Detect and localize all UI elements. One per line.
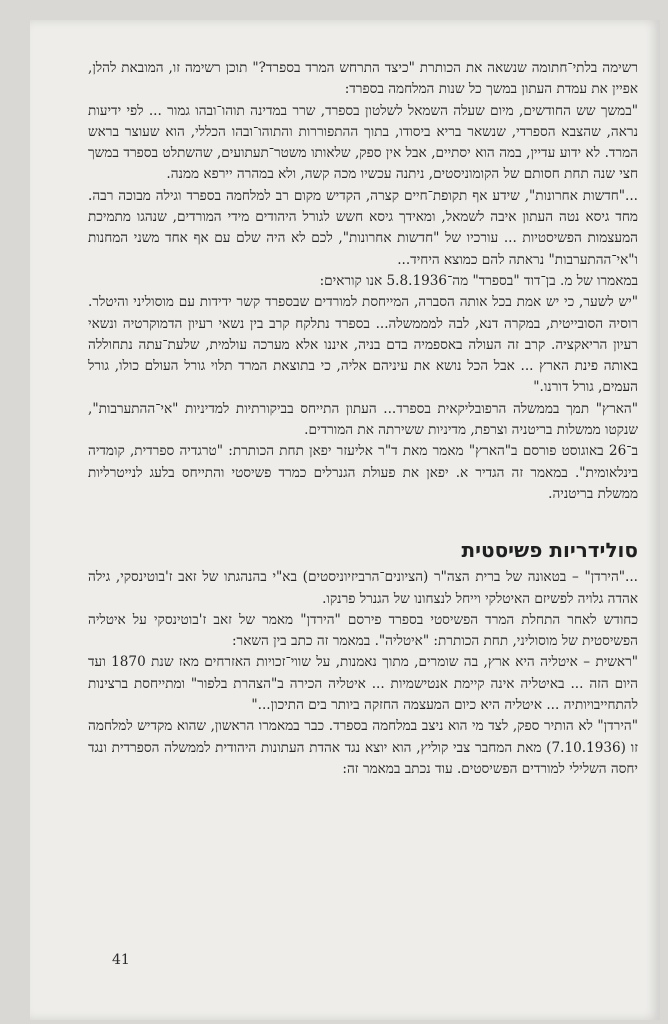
paragraph: ..."חדשות אחרונות", שידע אף תקופת־חיים קצרה, הקדיש מקום רב למלחמה בספרד וגילה מבוכה רבה. מחד גיסא נטה העתון איבה לשמאל, ומאידך גיסא חשש לגורל היהודים מידי המורדים, שנהגו מתמיכת המעצמות הפשיסטיות ... עורכיו של "חדשות אחרונות", לכם לא היה שלם עם אף אחד משני המחנות ו"אי־ההתערבות" נראתה להם כמוצא היחיד... xyxy=(88,187,638,268)
paragraph: רשימה בלתי־חתומה שנשאה את הכותרת "כיצד התרחש המרד בספרד?" תוכן רשימה זו, המובאת להלן, אפיין את עמדת העתון במשך כל שנות המלחמה בספרד: xyxy=(88,60,638,98)
quote-paragraph: "במשך שש החודשים, מיום שעלה השמאל לשלטון בספרד, שרר במדינה תוהו־ובהו גמור ... לפי ידיעות נראה, שהצבא הספרדי, שנשאר בריא ביסודו, בתוך ההתפוררות והתוהו־ובהו הכללי, הוא שעוצר בראש המרד. לא ידוע עדיין, במה הוא יסתיים, אבל אין ספק, שלאותו משטר־תעתועים, שהשתלט בספרד במשך חצי שנה תחת חסותם של הקומוניסטים, ניתנה עכשיו מכה קשה, ולא במהרה יירפא ממנה. xyxy=(88,102,638,183)
book-page xyxy=(30,20,660,1020)
paragraph: ב־26 באוגוסט פורסם ב"הארץ" מאמר מאת ד"ר אליעזר יפאן תחת הכותרת: "טרגדיה ספרדית, קומדיה בינלאומית". במאמר זה הגדיר א. יפאן את פעולת הגנרלים כמרד פשיסטי והתייחס בלעג לנייטרליות ממשלת בריטניה. xyxy=(88,443,638,502)
section-heading: סולידריות פשיסטית xyxy=(461,538,638,563)
quote-paragraph: "ראשית – איטליה היא ארץ, בה שומרים, מתוך נאמנות, על שווי־זכויות האזרחים מאז שנת 1870 ועד היום הזה ... באיטליה אינה קיימת אנטישמיות ... איטליה הכירה ב"הצהרת בלפור" ומתייחסת ברצינות להתחייבויותיה ... איטליה היא כיום המעצמה החזקה ביותר בים התיכון..." xyxy=(88,654,639,714)
page-number: 41 xyxy=(112,952,130,968)
paragraph: כחודש לאחר התחלת המרד הפשיסטי בספרד פירסם "הירדן" מאמר של זאב ז'בוטינסקי על איטליה הפשיסטית של מוסוליני, תחת הכותרת: "איטליה". במאמר זה כתב בין השאר: xyxy=(88,611,638,650)
quote-paragraph: "יש לשער, כי יש אמת בכל אותה הסברה, המייחסת למורדים שבספרד קשר ידידות עם מוסוליני והיטלר. רוסיה הסובייטית, במקרה דנא, לבה למממשלה... בספרד נתלקח קרב בין נשאי רעיון הדמוקרטיה ונשאי רעיון הריאקציה. קרב זה העולה באספמיה בדם בניה, איננו אלא מערכה עולמית, שלעת־עתה נתחוללה באותה פינת הארץ ... אבל הכל נושא את עיניהם אליה, כי בתוצאת המרד תלוי גורל העולם כולו, גורל העמים, גורל דורנו." xyxy=(88,294,638,396)
page-text xyxy=(88,58,638,780)
paragraph: "הארץ" תמך בממשלה הרפובליקאית בספרד... העתון התייחס בביקורתיות למדיניות "אי־ההתערבות", שנקטו ממשלות בריטניה וצרפת, מדיניות ששירתה את המורדים. xyxy=(88,400,638,439)
paragraph: ..."הירדן" – בטאונה של ברית הצה"ר (הציונים־הרביזיוניסטים) בא"י בהנהגתו של זאב ז'בוטינסקי, גילה אהדה גלויה לפשיזם האיטלקי וייחל לנצחונו של הגנרל פרנקו. xyxy=(88,569,638,607)
paragraph: "הירדן" לא הותיר ספק, לצד מי הוא ניצב במלחמה בספרד. כבר במאמרו הראשון, שהוא מקדיש למלחמה זו (7.10.1936) מאת המחבר צבי קוליץ, הוא יוצא נגד אהדת העתונות היהודית לממשלה הספרדית ונגד יחסה השלילי למורדים הפשיסטים. עוד נכתב במאמר זה: xyxy=(88,718,638,777)
paragraph: במאמרו של מ. בן־דוד "בספרד" מה־5.8.1936 אנו קוראים: xyxy=(319,272,638,289)
